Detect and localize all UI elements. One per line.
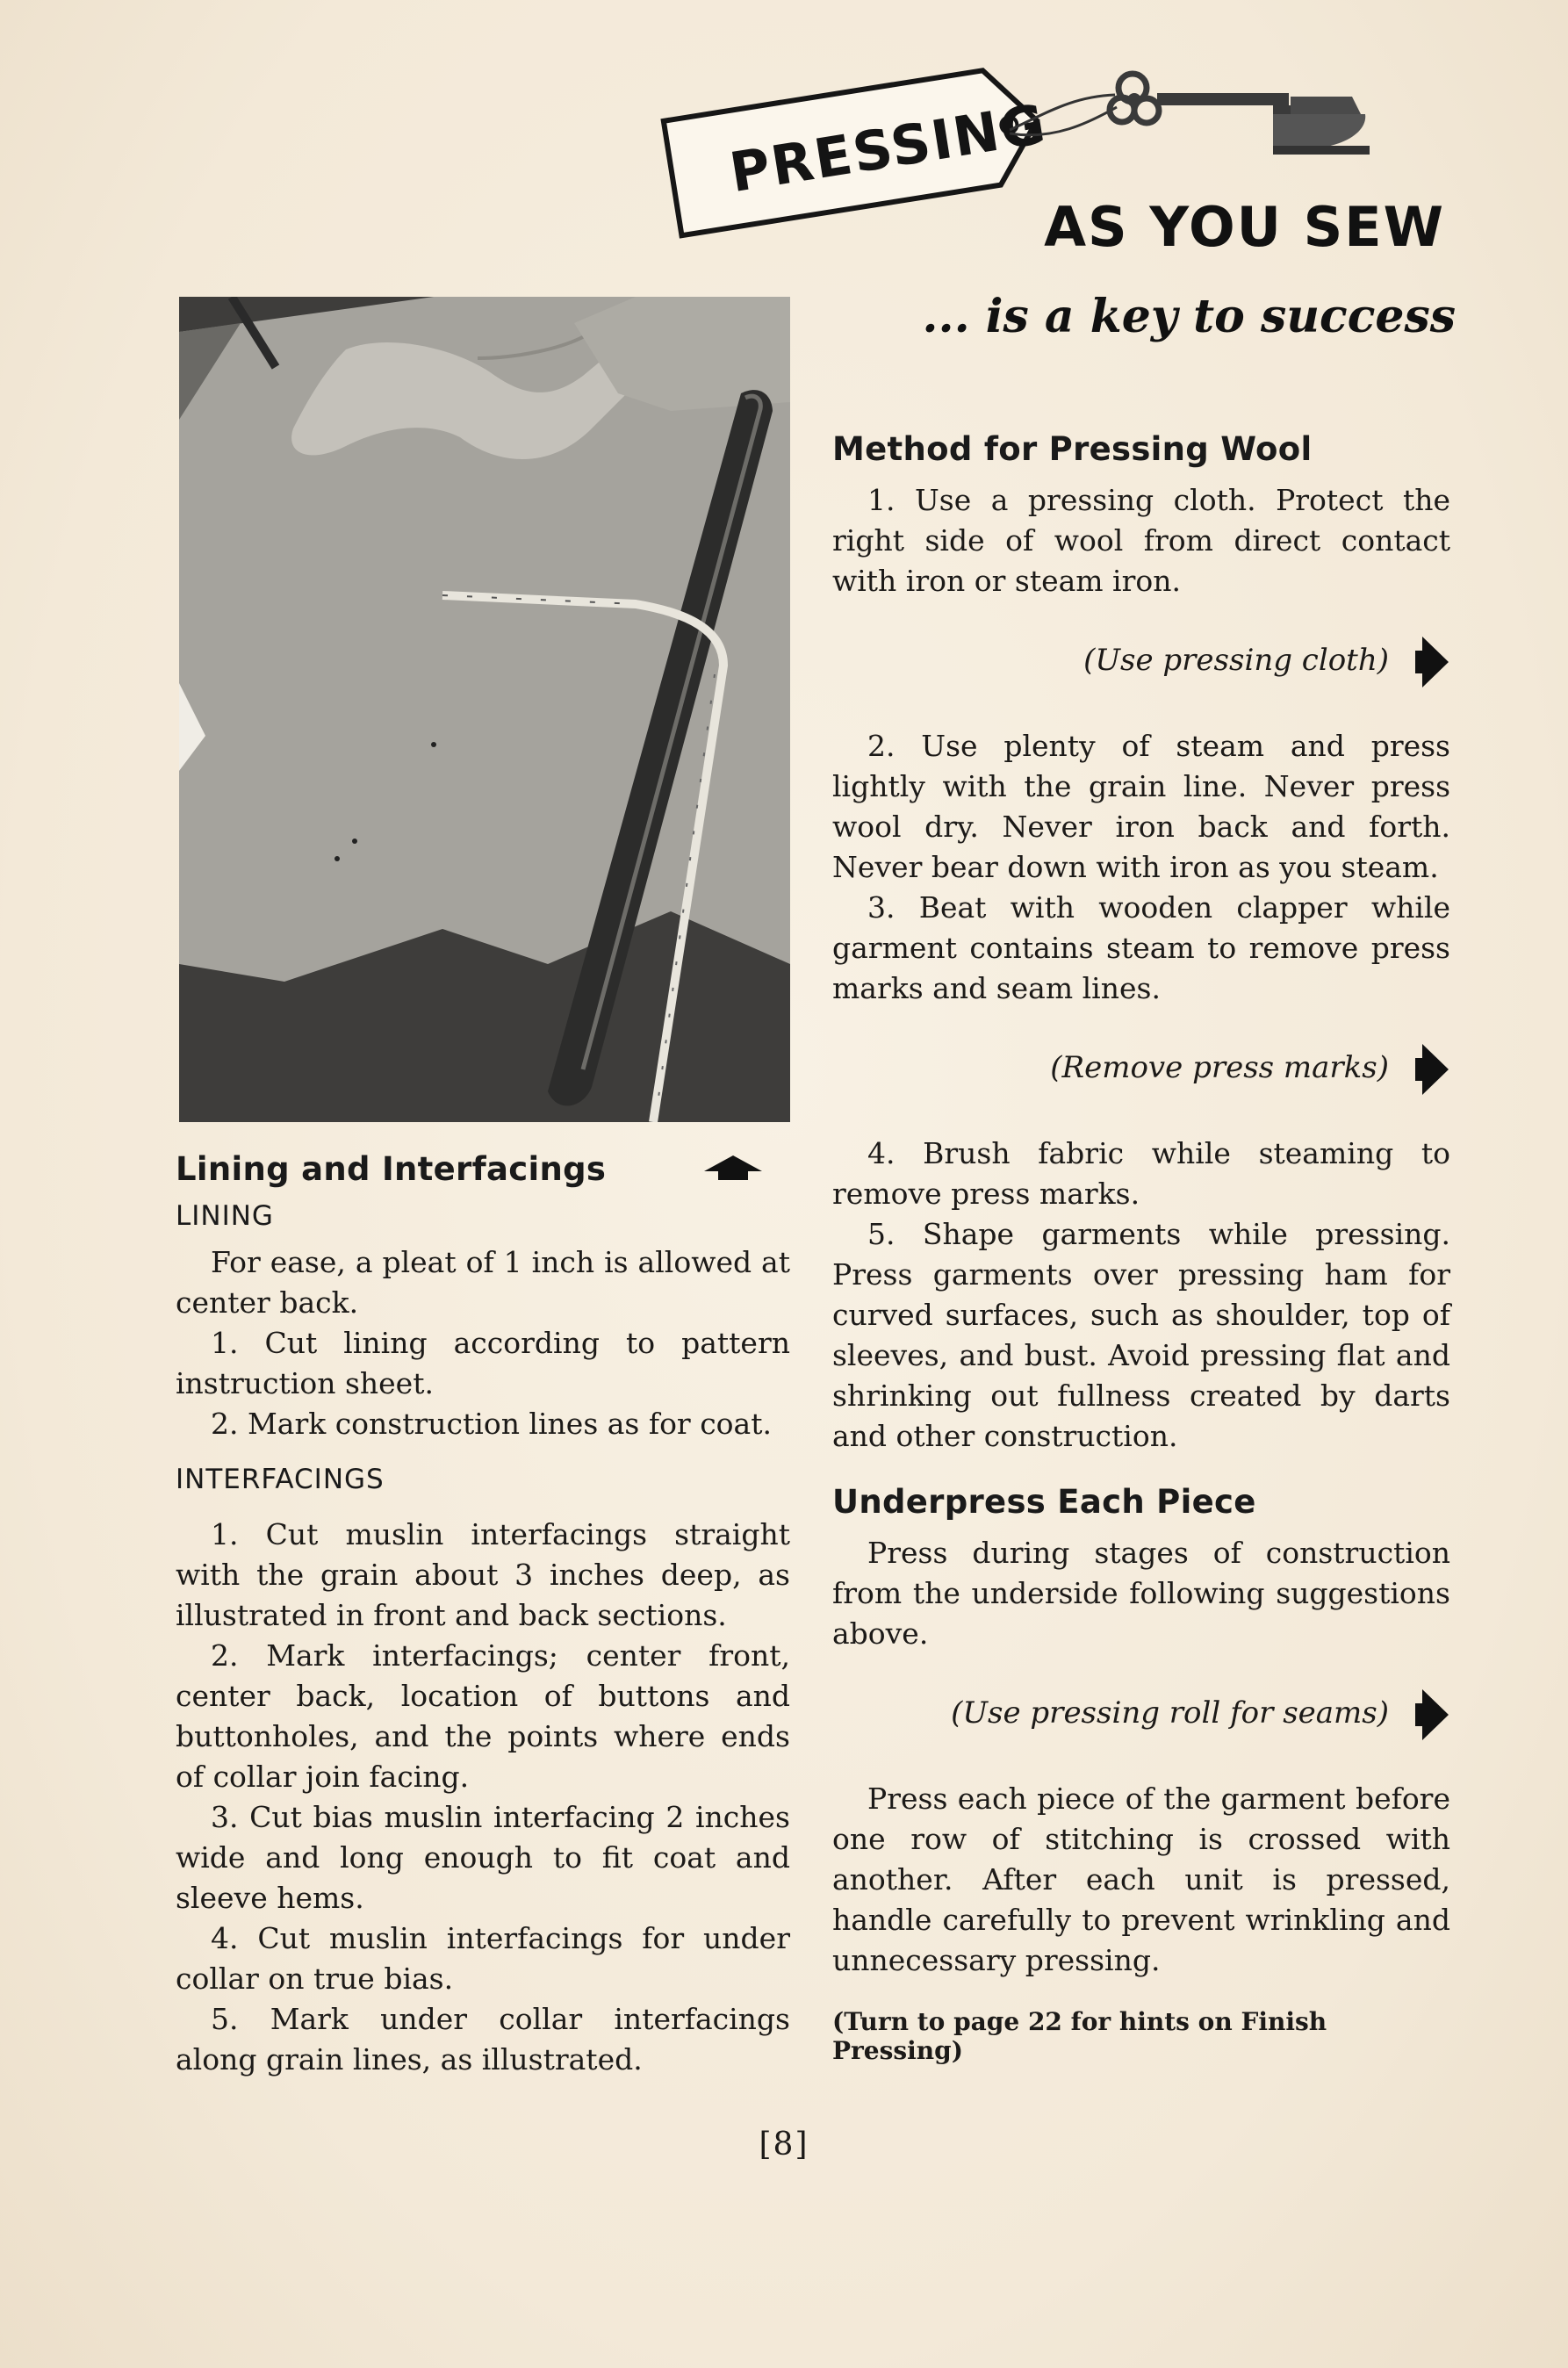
underpress-paragraph-2: Press each piece of the garment before one row of stitching is crossed with another. After each unit is pressed, handle carefully to prevent wrinkling and unnecessary pressing. bbox=[832, 1781, 1450, 1977]
interfacings-heading: INTERFACINGS bbox=[176, 1464, 385, 1495]
underpress-paragraph-1: Press during stages of construction from the underside following suggestions above. bbox=[832, 1536, 1450, 1651]
interfacings-paragraph-4: 5. Mark under collar interfacings along grain lines, as illustrated. bbox=[176, 2002, 790, 2076]
caption-remove-press-marks bbox=[832, 1047, 1450, 1088]
caption-pressing-cloth bbox=[832, 640, 1450, 680]
interfacings-paragraph-2: 3. Cut bias muslin interfacing 2 inches wide and long enough to fit coat and sleeve hems. bbox=[176, 1800, 790, 1915]
lining-paragraph-2: 2. Mark construction lines as for coat. bbox=[211, 1407, 772, 1441]
lining-interfacings-heading bbox=[176, 1150, 790, 1188]
underpress-heading: Underpress Each Piece bbox=[832, 1483, 1256, 1521]
interfacings-paragraph-3: 4. Cut muslin interfacings for under collar on true bias. bbox=[176, 1921, 790, 1996]
method-paragraph-1: 1. Use a pressing cloth. Protect the right side of wool from direct contact with iron or steam iron. bbox=[832, 483, 1450, 598]
caption-pressing-roll-text: (Use pressing roll for seams) bbox=[951, 1695, 1389, 1731]
lining-paragraph-1: 1. Cut lining according to pattern instruction sheet. bbox=[176, 1326, 790, 1400]
method-paragraph-2: 2. Use plenty of steam and press lightly with the grain line. Never press wool dry. Never iron back and forth. Never bear down with iron as you steam. bbox=[832, 729, 1450, 884]
lining-paragraph-0: For ease, a pleat of 1 inch is allowed at center back. bbox=[176, 1245, 790, 1320]
lining-interfacings-heading-text: Lining and Interfacings bbox=[176, 1150, 607, 1188]
arrow-right-icon bbox=[1413, 637, 1450, 687]
photo-illustration bbox=[179, 297, 790, 1122]
arrow-right-icon bbox=[1413, 1689, 1450, 1740]
pressing-photo bbox=[179, 297, 790, 1122]
caption-pressing-cloth-text: (Use pressing cloth) bbox=[1083, 643, 1389, 678]
key-icon bbox=[1010, 61, 1387, 167]
right-column bbox=[832, 430, 1450, 2065]
interfacings-paragraph-1: 2. Mark interfacings; center front, center back, location of buttons and buttonholes, and the points where ends of collar join facing. bbox=[176, 1638, 790, 1794]
subtitle: AS YOU SEW bbox=[1044, 195, 1445, 259]
method-paragraph-4: 4. Brush fabric while steaming to remove press marks. bbox=[832, 1136, 1450, 1211]
caption-remove-press-marks-text: (Remove press marks) bbox=[1050, 1050, 1389, 1085]
method-heading: Method for Pressing Wool bbox=[832, 430, 1313, 468]
method-paragraph-3: 3. Beat with wooden clapper while garment contains steam to remove press marks and seam lines. bbox=[832, 890, 1450, 1005]
lining-heading: LINING bbox=[176, 1200, 274, 1232]
tagline: ... is a key to success bbox=[922, 290, 1456, 343]
caption-pressing-roll bbox=[832, 1693, 1450, 1733]
left-column bbox=[176, 1150, 790, 2080]
method-paragraph-5: 5. Shape garments while pressing. Press garments over pressing ham for curved surfaces, such as shoulder, top of sleeves, and bust. Avoid pressing flat and shrinking out fullness created by darts and other construction. bbox=[832, 1217, 1450, 1453]
page-number: [8] bbox=[759, 2127, 809, 2163]
tag-label: PRESSING bbox=[725, 91, 1052, 205]
interfacings-paragraph-0: 1. Cut muslin interfacings straight with the grain about 3 inches deep, as illustrated in front and back sections. bbox=[176, 1517, 790, 1632]
arrow-right-icon bbox=[1413, 1044, 1450, 1095]
arrow-up-icon bbox=[702, 1154, 764, 1185]
finish-pressing-note: (Turn to page 22 for hints on Finish Pressing) bbox=[832, 2007, 1327, 2065]
